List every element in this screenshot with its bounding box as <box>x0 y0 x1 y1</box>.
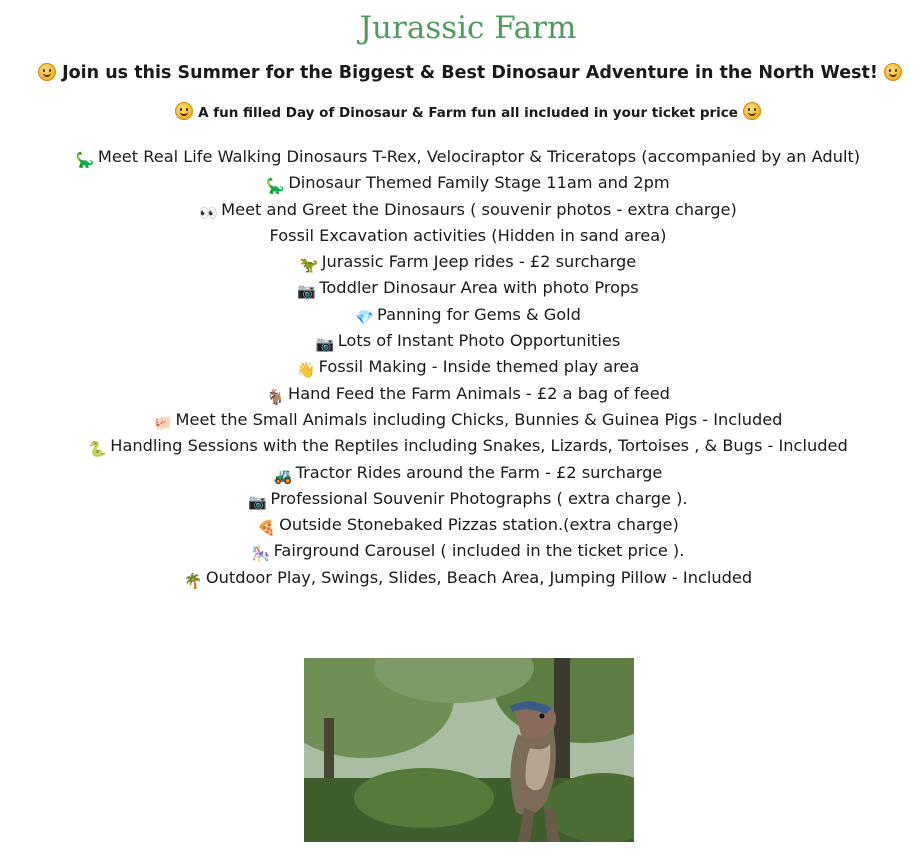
feature-text: Outside Stonebaked Pizzas station.(extra charge) <box>279 515 679 535</box>
t-rex-icon: 🦖 <box>299 256 319 275</box>
tongue-out-face-icon <box>884 63 902 81</box>
eyes-icon: 👀 <box>199 203 218 222</box>
feature-text: Outdoor Play, Swings, Slides, Beach Area, Jumping Pillow - Included <box>205 567 753 587</box>
feature-item <box>0 354 920 380</box>
feature-item <box>0 302 920 328</box>
feature-text: Meet and Greet the Dinosaurs ( souvenir photos - extra charge) <box>221 199 737 219</box>
tractor-icon: 🚜 <box>273 466 293 485</box>
dinosaur-photo <box>304 658 634 842</box>
page-title: Jurassic Farm <box>359 10 577 46</box>
feature-text: Fossil Excavation activities (Hidden in sand area) <box>269 225 667 245</box>
feature-text: Tractor Rides around the Farm - £2 surcharge <box>295 462 663 482</box>
pizza-icon: 🍕 <box>257 519 276 538</box>
feature-text: Toddler Dinosaur Area with photo Props <box>319 278 639 298</box>
headline-text: Join us this Summer for the Biggest & Best Dinosaur Adventure in the North West! <box>62 63 878 83</box>
feature-item <box>0 538 920 564</box>
carousel-horse-icon: 🎠 <box>251 545 271 564</box>
feature-text: Hand Feed the Farm Animals - £2 a bag of feed <box>288 383 670 403</box>
feature-text: Handling Sessions with the Reptiles including Snakes, Lizards, Tortoises , & Bugs - Included <box>110 436 848 456</box>
feature-item <box>0 249 920 275</box>
waving-hand-icon: 👋 <box>296 361 316 380</box>
pig-icon: 🐖 <box>153 413 173 432</box>
feature-item <box>0 512 920 538</box>
feature-item <box>0 275 920 301</box>
gem-icon: 💎 <box>355 308 374 327</box>
feature-text: Meet Real Life Walking Dinosaurs T-Rex, Velociraptor & Triceratops (accompanied by an Adult) <box>97 147 861 166</box>
snake-icon: 🐍 <box>88 440 107 459</box>
feature-item <box>0 328 920 354</box>
feature-text: Lots of Instant Photo Opportunities <box>337 331 621 351</box>
headline <box>0 60 920 86</box>
grinning-face-icon <box>175 102 193 120</box>
feature-text: Fairground Carousel ( included in the ticket price ). <box>273 541 685 561</box>
feature-item <box>0 170 920 196</box>
subline <box>0 101 920 125</box>
feature-text: Dinosaur Themed Family Stage 11am and 2pm <box>288 173 670 193</box>
feature-item <box>0 197 920 223</box>
sauropod-icon: 🦕 <box>266 177 286 196</box>
feature-text: Panning for Gems & Gold <box>377 304 581 324</box>
feature-text: Professional Souvenir Photographs ( extra charge ). <box>270 488 688 508</box>
goat-icon: 🐐 <box>266 387 285 406</box>
feature-item <box>0 223 920 249</box>
dinosaur-icon: 🦕 <box>75 151 95 169</box>
grinning-face-icon <box>743 102 761 120</box>
camera-icon: 📷 <box>297 282 316 301</box>
palm-tree-icon: 🌴 <box>183 571 203 590</box>
feature-text: Jurassic Farm Jeep rides - £2 surcharge <box>321 252 637 272</box>
feature-text: Meet the Small Animals including Chicks, Bunnies & Guinea Pigs - Included <box>175 409 783 429</box>
camera-icon: 📷 <box>315 335 335 354</box>
feature-item <box>0 460 920 486</box>
feature-list <box>0 144 920 591</box>
feature-item <box>0 144 920 170</box>
tongue-out-face-icon <box>38 63 56 81</box>
feature-item <box>0 433 920 459</box>
feature-item <box>0 486 920 512</box>
subline-text: A fun filled Day of Dinosaur & Farm fun all included in your ticket price <box>198 105 738 121</box>
feature-text: Fossil Making - Inside themed play area <box>318 357 640 377</box>
camera-icon: 📷 <box>248 492 268 511</box>
feature-item <box>0 565 920 591</box>
feature-item <box>0 381 920 407</box>
feature-item <box>0 407 920 433</box>
